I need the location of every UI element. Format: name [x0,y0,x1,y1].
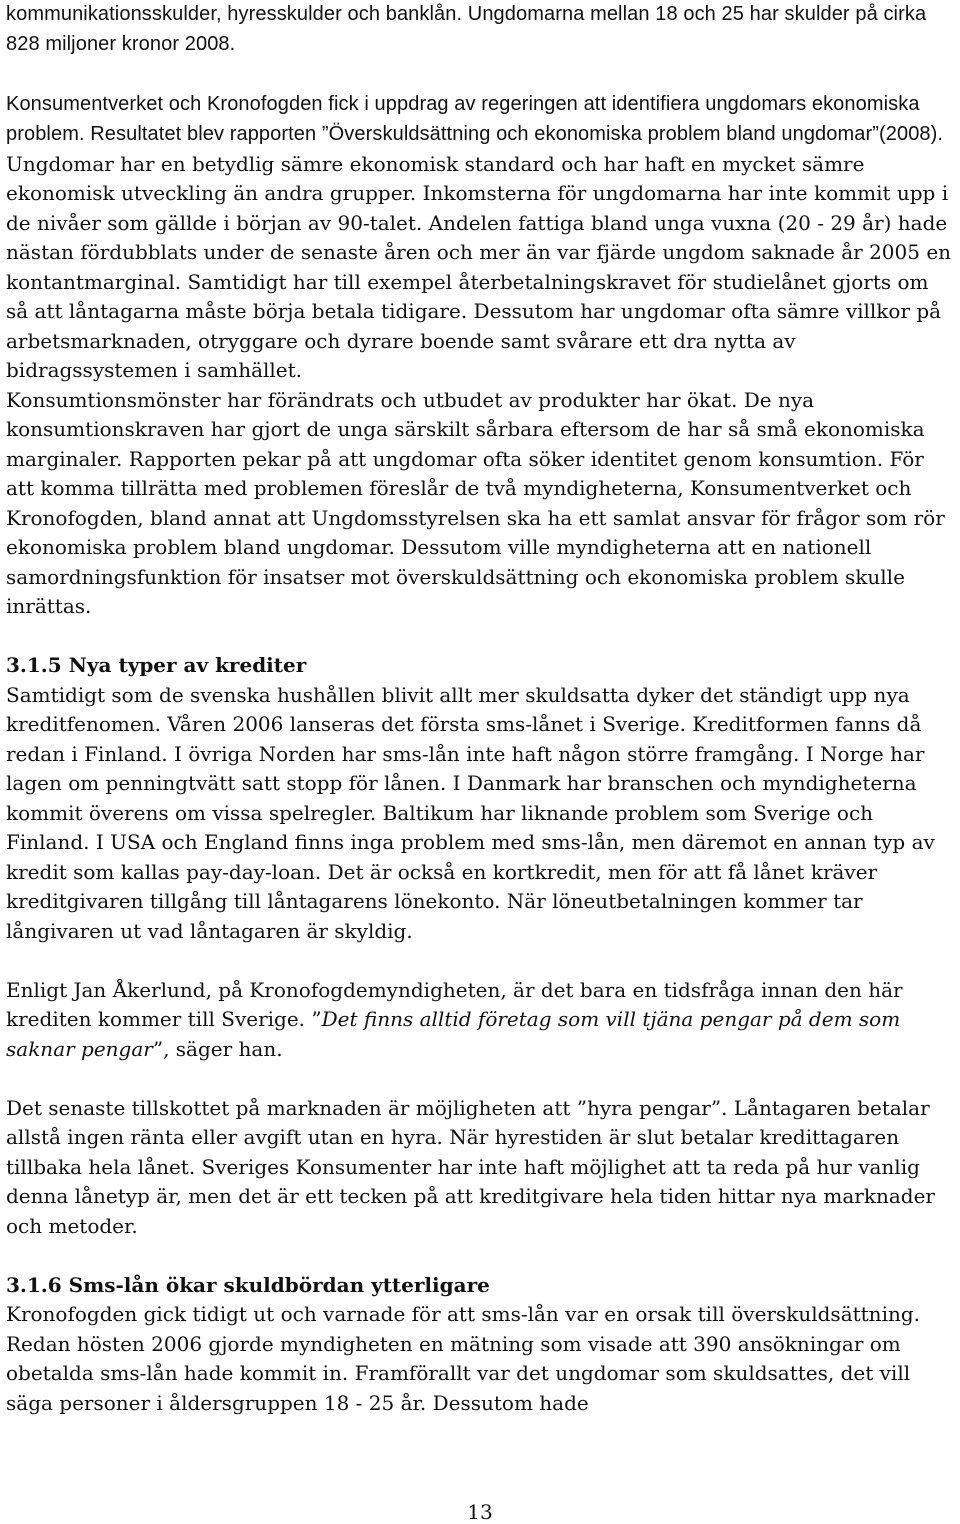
paragraph-rent-money: Det senaste tillskottet på marknaden är möjligheten att ”hyra pengar”. Låntagaren betalar allstå ingen ränta eller avgift utan en hyra. När hyrestiden är slut betalar kredittagaren tillbaka hela lånet. Sveriges Konsumenter har inte haft möjlighet att ta reda på hur vanlig denna lånetyp är, men det är ett tecken på att kreditgivare hela tiden hittar nya marknader och metoder. [6,1095,935,1238]
section-heading-new-credit: 3.1.5 Nya typer av krediter [6,653,307,677]
paragraph-report-lead: Konsumentverket och Kronofogden fick i uppdrag av regeringen att identifiera ungdomars ekonomiska problem. Resultatet blev rapporten ”Överskuldsättning och ekonomiska problem bland ungdomar”(2008). [6,92,944,145]
paragraph-spacer [6,1064,956,1094]
paragraph-kronofogden: Kronofogden gick tidigt ut och varnade för att sms-lån var en orsak till överskuldsättning. Redan hösten 2006 gjorde myndigheten en mätning som visade att 390 ansökningar om obetalda sms-lån hade kommit in. Framförallt var det ungdomar som skuldsattes, det vill säga personer i åldersgruppen 18 - 25 år. Dessutom hade [6,1302,921,1415]
paragraph-report [6,89,956,386]
paragraph-credit-phenomena: Samtidigt som de svenska hushållen blivit allt mer skuldsatta dyker det ständigt upp nya kreditfenomen. Våren 2006 lanseras det första sms-lånet i Sverige. Kreditformen fanns då redan i Finland. I övriga Norden har sms-lån inte haft någon större framgång. I Norge har lagen om penningtvätt satt stopp för lånen. I Danmark har branschen och myndigheterna kommit överens om vissa spelregler. Baltikum har liknande problem som Sverige och Finland. I USA och England finns inga problem med sms-lån, men däremot en annan typ av kredit som kallas pay-day-loan. Det är också en kortkredit, men för att få lånet kräver kreditgivaren tillgång till låntagarens lönekonto. När löneutbetalningen kommer tar långivaren ut vad låntagaren är skyldig. [6,682,935,943]
paragraph-spacer [6,1241,956,1271]
quote-text: Det finns alltid företag som vill tjäna pengar på dem som saknar pengar [6,1007,901,1061]
section-heading-sms-loans: 3.1.6 Sms-lån ökar skuldbördan ytterligare [6,1272,490,1297]
paragraph-spacer [6,59,956,89]
quote-intro: Enligt Jan Åkerlund, på Kronofogdemyndigheten, är det bara en tidsfråga innan den här krediten kommer till Sverige. ” [6,977,903,1031]
paragraph-intro: kommunikationsskulder, hyresskulder och banklån. Ungdomarna mellan 18 och 25 har skulder på cirka 828 miljoner kronor 2008. [6,3,927,55]
paragraph-spacer [6,946,956,976]
paragraph-akerlund [6,976,956,1065]
quote-outro: ”, säger han. [152,1036,283,1061]
page-number: 13 [467,1500,493,1524]
paragraph-consumption: Konsumtionsmönster har förändrats och utbudet av produkter har ökat. De nya konsumtionskraven har gjort de unga särskilt sårbara eftersom de har så små ekonomiska marginaler. Rapporten pekar på att ungdomar ofta söker identitet genom konsumtion. För att komma tillrätta med problemen föreslår de två myndigheterna, Konsumentverket och Kronofogden, bland annat att Ungdomsstyrelsen ska ha ett samlat ansvar för frågor som rör ekonomiska problem bland ungdomar. Dessutom ville myndigheterna att en nationell samordningsfunktion för insatser mot överskuldsättning och ekonomiska problem skulle inrättas. [6,387,945,618]
paragraph-report-body: Ungdomar har en betydlig sämre ekonomisk standard och har haft en mycket sämre ekonomisk utveckling än andra grupper. Inkomsterna för ungdomarna har inte kommit upp i de nivåer som gällde i början av 90-talet. Andelen fattiga bland unga vuxna (20 - 29 år) hade nästan fördubblats under de senaste åren och mer än var fjärde ungdom saknade år 2005 en kontantmarginal. Samtidigt har till exempel återbetalningskravet för studielånet gjorts om så att låntagarna måste börja betala tidigare. Dessutom har ungdomar ofta sämre villkor på arbetsmarknaden, otryggare och dyrare boende samt svårare ett dra nytta av bidragssystemen i samhället. [6,151,952,382]
document-page [6,0,956,1418]
paragraph-spacer [6,622,956,652]
